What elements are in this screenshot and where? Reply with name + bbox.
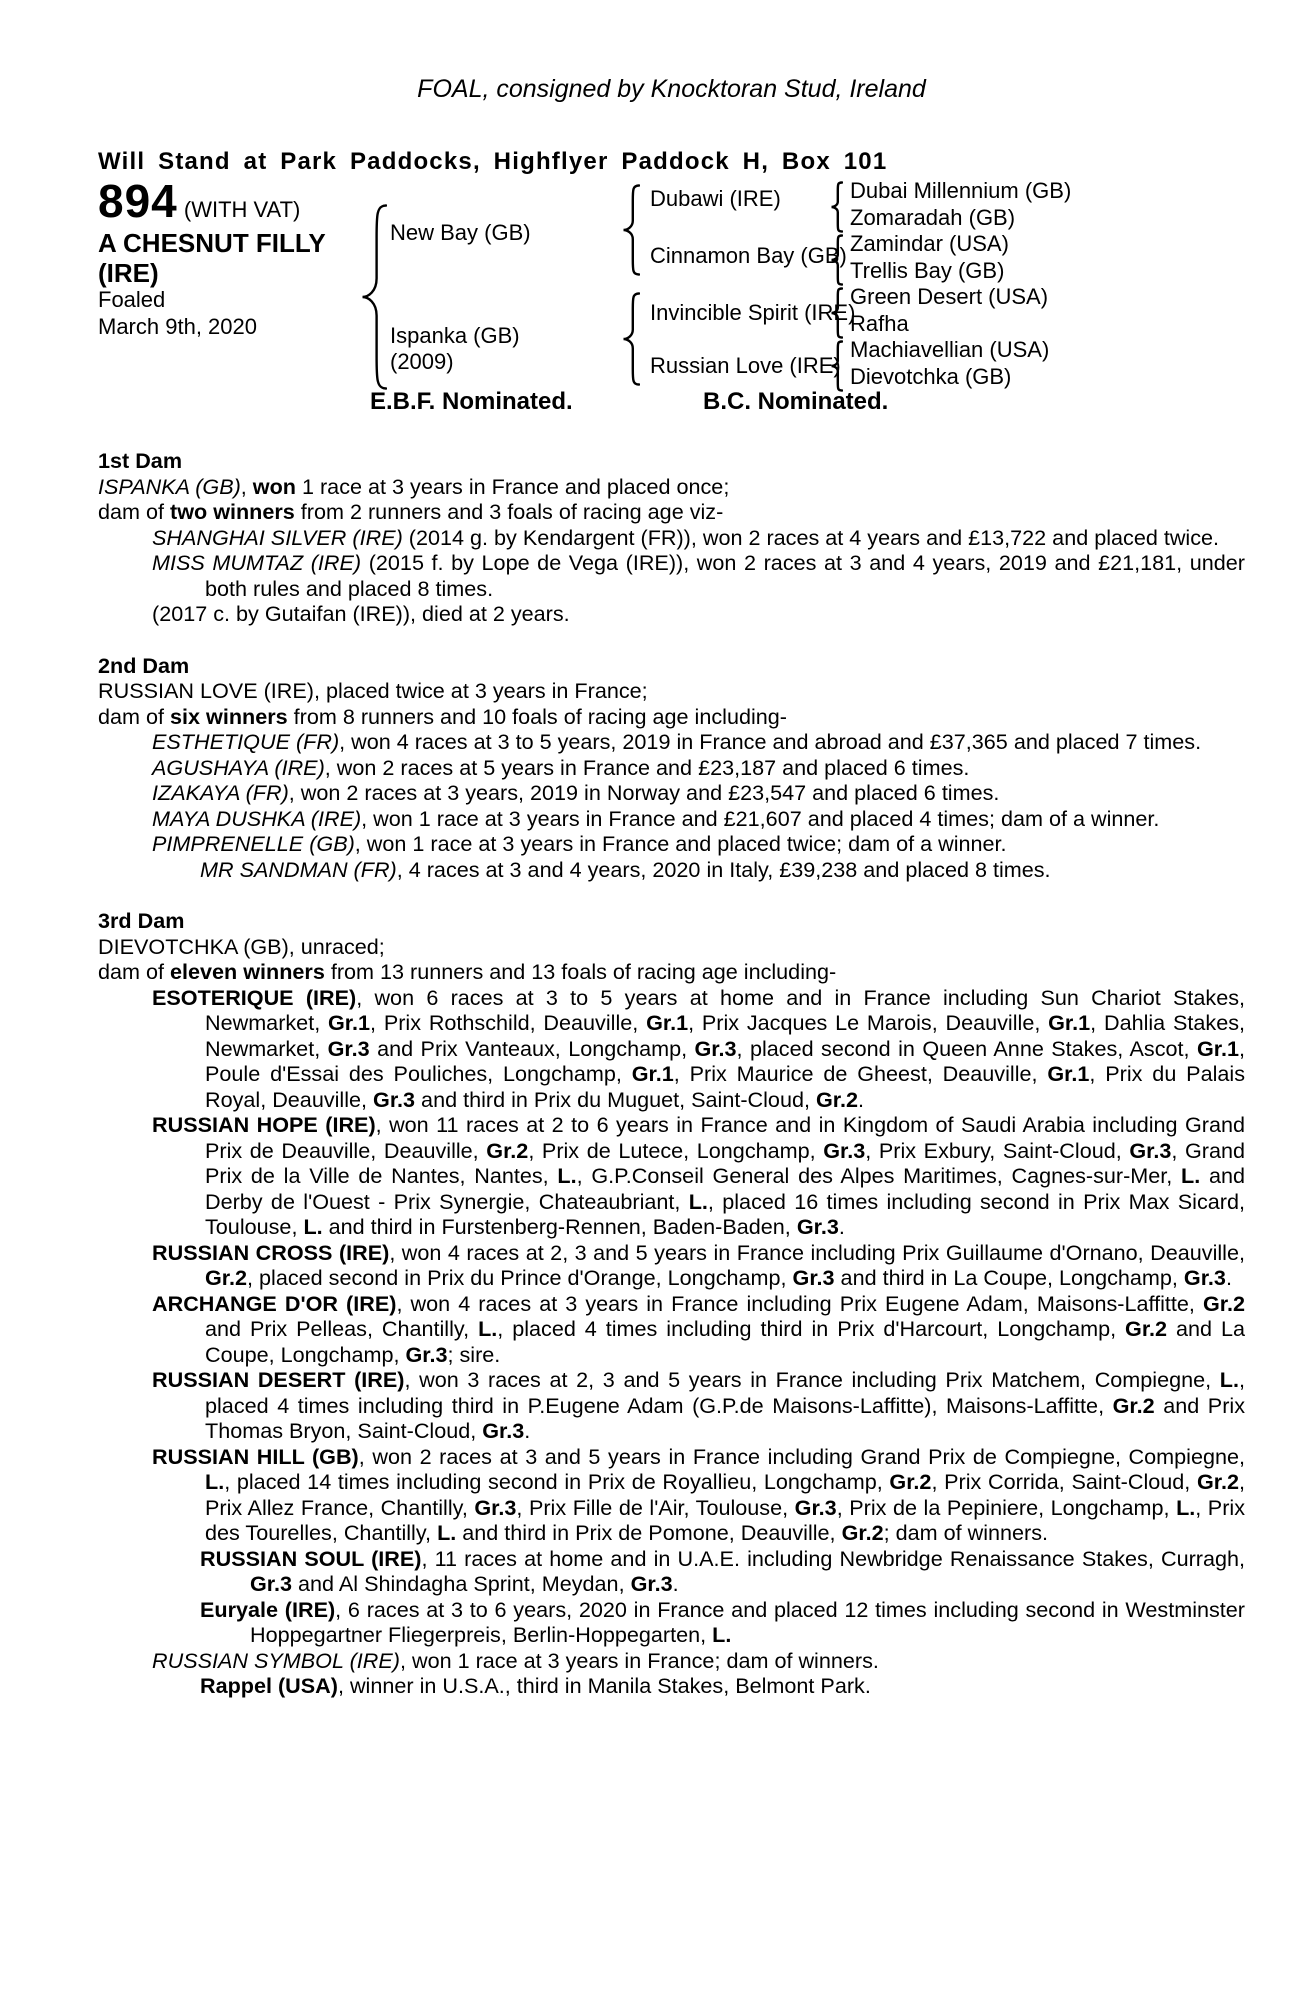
- text-run: , Prix de la Pepiniere, Longchamp,: [836, 1494, 1177, 1520]
- text-run: MR SANDMAN (FR): [200, 856, 397, 882]
- text-run: , Grand Prix de la Ville de Nantes, Nantes,: [205, 1137, 1245, 1188]
- text-run: L.: [557, 1163, 577, 1188]
- text-run: (2015 f. by Lope de Vega (IRE)), won 2 races at 3 and 4 years, 2019 and £21,181, under both rules and placed 8 times.: [205, 550, 1245, 601]
- pedigree-sire-dam-dam: Trellis Bay (GB): [850, 257, 1005, 283]
- catalogue-paragraph: [98, 959, 1245, 985]
- pedigree-dam-year: (2009): [390, 349, 454, 374]
- text-run: .: [858, 1086, 864, 1112]
- brace-icon: [622, 292, 640, 386]
- brace-icon: [361, 204, 387, 390]
- pedigree-sire: New Bay (GB): [390, 220, 531, 245]
- text-run: dam of: [98, 703, 171, 729]
- text-run: and third in Prix du Muguet, Saint-Cloud,: [415, 1086, 816, 1112]
- lot-vat-note: (WITH VAT): [183, 197, 301, 222]
- text-run: Gr.1: [1196, 1035, 1239, 1061]
- text-run: and third in La Coupe, Longchamp,: [834, 1265, 1184, 1290]
- text-run: , won 4 races at 3 to 5 years, 2019 in France and abroad and £37,365 and placed 7 times.: [339, 729, 1202, 754]
- text-run: , won 1 race at 3 years in France and placed twice; dam of a winner.: [354, 831, 1007, 856]
- section-heading: 2nd Dam: [98, 652, 190, 678]
- catalogue-paragraph: [98, 1240, 1245, 1291]
- text-run: dam of: [98, 499, 171, 524]
- lot-number: 894: [98, 175, 178, 227]
- text-run: RUSSIAN LOVE (IRE), placed twice at 3 years in France;: [98, 678, 648, 703]
- pedigree-ggp-group-3: [850, 284, 1048, 337]
- foaled-date: March 9th, 2020: [98, 314, 257, 339]
- section-heading: 1st Dam: [98, 448, 183, 473]
- text-run: and third in Furstenberg-Rennen, Baden-Baden,: [322, 1214, 797, 1239]
- pedigree-dam-sire-sire: Green Desert (USA): [850, 284, 1049, 309]
- text-run: AGUSHAYA (IRE): [152, 754, 325, 780]
- lot-description-line1: A CHESNUT FILLY: [98, 228, 326, 258]
- catalogue-paragraph: [98, 499, 1245, 525]
- foaled-label: Foaled: [98, 287, 166, 312]
- text-run: Gr.3: [1183, 1265, 1226, 1290]
- brace-icon: [830, 287, 843, 339]
- text-run: RUSSIAN HILL (GB): [152, 1443, 359, 1469]
- text-run: and Prix Pelleas, Chantilly,: [205, 1316, 479, 1341]
- text-run: .: [524, 1418, 531, 1443]
- catalogue-page: [98, 0, 1245, 1699]
- text-run: , placed second in Queen Anne Stakes, Ascot,: [736, 1035, 1197, 1061]
- pedigree-dam-dam-dam: Dievotchka (GB): [850, 363, 1012, 389]
- text-run: , won 4 races at 3 years in France including Prix Eugene Adam, Maisons-Laffitte,: [396, 1290, 1203, 1316]
- lot-description-line2: (IRE): [98, 258, 159, 288]
- text-run: and Prix Thomas Bryon, Saint-Cloud,: [205, 1392, 1245, 1443]
- catalogue-paragraph: [98, 985, 1245, 1113]
- text-run: Gr.2: [1196, 1469, 1239, 1494]
- text-run: SHANGHAI SILVER (IRE): [152, 524, 403, 550]
- text-run: L.: [688, 1188, 708, 1214]
- dam-section: [98, 448, 1245, 627]
- text-run: , Prix du Palais Royal, Deauville,: [205, 1061, 1245, 1112]
- text-run: ,: [240, 473, 253, 499]
- text-run: won: [252, 473, 296, 499]
- text-run: Gr.2: [815, 1086, 858, 1112]
- catalogue-paragraph: [98, 729, 1245, 755]
- text-run: RUSSIAN DESERT (IRE): [152, 1367, 405, 1392]
- catalogue-paragraph: [98, 601, 1245, 627]
- text-run: Gr.1: [1047, 1061, 1090, 1086]
- text-run: , placed 4 times including third in P.Eugene Adam (G.P.de Maisons-Laffitte), Maisons-Laffitte,: [205, 1367, 1245, 1418]
- text-run: Gr.3: [792, 1265, 835, 1290]
- text-run: Gr.1: [1048, 1010, 1091, 1035]
- stand-location-line: Will Stand at Park Paddocks, Highflyer Paddock H, Box 101: [98, 148, 888, 175]
- brace-icon: [830, 181, 843, 233]
- text-run: , 4 races at 3 and 4 years, 2020 in Italy, £39,238 and placed 8 times.: [396, 856, 1051, 882]
- text-run: , won 3 races at 2, 3 and 5 years in France including Prix Matchem, Compiegne,: [404, 1367, 1220, 1392]
- pedigree-dam-sire-dam: Rafha: [850, 310, 909, 336]
- text-run: Gr.2: [1202, 1290, 1246, 1316]
- text-run: RUSSIAN CROSS (IRE): [152, 1239, 390, 1265]
- text-run: , Prix Rothschild, Deauville,: [370, 1010, 647, 1035]
- ebf-nominated-note: E.B.F. Nominated.: [370, 388, 573, 415]
- text-run: , Prix Fille de l'Air, Toulouse,: [516, 1494, 795, 1520]
- text-run: Gr.2: [205, 1265, 248, 1290]
- text-run: L.: [1176, 1494, 1196, 1520]
- text-run: Gr.2: [841, 1520, 884, 1545]
- text-run: , Prix Allez France, Chantilly,: [205, 1469, 1245, 1520]
- lot-number-line: [98, 174, 300, 228]
- text-run: and Derby de l'Ouest - Prix Synergie, Chateaubriant,: [205, 1163, 1245, 1214]
- text-run: Gr.3: [794, 1494, 837, 1520]
- text-run: , placed second in Prix du Prince d'Orange, Longchamp,: [247, 1265, 793, 1290]
- text-run: Gr.2: [1112, 1392, 1155, 1418]
- pedigree-ggp-group-1: [850, 178, 1071, 231]
- text-run: L.: [1181, 1163, 1201, 1188]
- text-run: 1 race at 3 years in France and placed once;: [295, 473, 730, 499]
- text-run: , Prix Exbury, Saint-Cloud,: [865, 1137, 1130, 1163]
- catalogue-paragraph: [98, 1648, 1245, 1674]
- text-run: DIEVOTCHKA (GB), unraced;: [98, 933, 385, 959]
- text-run: Gr.2: [1125, 1316, 1168, 1341]
- text-run: , won 1 race at 3 years in France and £21,607 and placed 4 times; dam of a winner.: [361, 805, 1160, 831]
- text-run: MAYA DUSHKA (IRE): [152, 805, 362, 831]
- text-run: , G.P.Conseil General des Alpes Maritimes, Cagnes-sur-Mer,: [576, 1163, 1182, 1188]
- catalogue-paragraph: [98, 1673, 1245, 1699]
- catalogue-paragraph: [98, 704, 1245, 730]
- text-run: .: [1225, 1265, 1232, 1290]
- text-run: Rappel (USA): [200, 1673, 338, 1698]
- text-run: , Dahlia Stakes, Newmarket,: [205, 1010, 1246, 1061]
- text-run: Gr.3: [373, 1086, 416, 1112]
- brace-icon: [830, 234, 843, 286]
- text-run: and Al Shindagha Sprint, Meydan,: [292, 1571, 631, 1596]
- text-run: Euryale (IRE): [200, 1596, 336, 1622]
- catalogue-paragraph: [98, 934, 1245, 960]
- text-run: RUSSIAN SOUL (IRE): [200, 1545, 422, 1571]
- text-run: , won 4 races at 2, 3 and 5 years in France including Prix Guillaume d'Ornano, Deauville,: [389, 1239, 1245, 1265]
- text-run: , placed 14 times including second in Prix de Royallieu, Longchamp,: [224, 1469, 890, 1494]
- catalogue-paragraph: [98, 678, 1245, 704]
- text-run: , 6 races at 3 to 6 years, 2020 in France and placed 12 times including second in Westminster Hoppegartner Fliegerpreis, Berlin-Hoppegarten,: [250, 1596, 1246, 1647]
- catalogue-paragraph: [98, 550, 1245, 601]
- text-run: , won 6 races at 3 to 5 years at home and in France including Sun Chariot Stakes, Newmarket,: [205, 984, 1245, 1035]
- catalogue-paragraph: [98, 780, 1245, 806]
- text-run: Gr.3: [474, 1494, 517, 1520]
- text-run: Gr.3: [250, 1571, 293, 1596]
- text-run: and third in Prix de Pomone, Deauville,: [456, 1520, 842, 1545]
- text-run: Gr.2: [486, 1137, 529, 1163]
- pedigree-dam-dam: Russian Love (IRE): [650, 353, 841, 378]
- text-run: L.: [205, 1469, 225, 1494]
- text-run: from 8 runners and 10 foals of racing age including-: [287, 703, 787, 729]
- text-run: RUSSIAN HOPE (IRE): [152, 1112, 376, 1137]
- text-run: , Prix Jacques Le Marois, Deauville,: [688, 1010, 1049, 1035]
- text-run: Gr.3: [694, 1035, 737, 1061]
- pedigree-dam-dam-sire: Machiavellian (USA): [850, 337, 1050, 362]
- text-run: ESTHETIQUE (FR): [152, 729, 340, 754]
- catalogue-paragraph: [98, 525, 1245, 551]
- text-run: Gr.3: [630, 1571, 673, 1596]
- text-run: Gr.2: [889, 1469, 932, 1494]
- text-run: L.: [303, 1214, 323, 1239]
- catalogue-paragraph: [98, 1546, 1245, 1597]
- catalogue-paragraph: [98, 1444, 1245, 1546]
- text-run: , Prix des Tourelles, Chantilly,: [205, 1494, 1245, 1545]
- pedigree-sire-sire-sire: Dubai Millennium (GB): [850, 178, 1072, 203]
- text-run: , won 2 races at 3 years, 2019 in Norway and £23,547 and placed 6 times.: [288, 780, 1000, 805]
- text-run: , placed 16 times including second in Prix Max Sicard, Toulouse,: [205, 1188, 1245, 1239]
- text-run: , won 11 races at 2 to 6 years in France and in Kingdom of Saudi Arabia including Grand Prix de Deauville, Deauville,: [205, 1112, 1245, 1163]
- dam-sections: [98, 448, 1245, 1699]
- text-run: two winners: [170, 499, 295, 524]
- pedigree-sire-dam: Cinnamon Bay (GB): [650, 243, 847, 268]
- text-run: , 11 races at home and in U.A.E. including Newbridge Renaissance Stakes, Curragh,: [421, 1545, 1246, 1571]
- brace-icon: [830, 340, 843, 392]
- text-run: , Prix Corrida, Saint-Cloud,: [931, 1469, 1197, 1494]
- text-run: IZAKAYA (FR): [152, 780, 289, 805]
- text-run: eleven winners: [170, 959, 325, 984]
- catalogue-paragraph: [98, 1367, 1245, 1444]
- text-run: L.: [1219, 1367, 1239, 1392]
- text-run: Gr.3: [823, 1137, 866, 1163]
- text-run: , won 2 races at 5 years in France and £23,187 and placed 6 times.: [324, 754, 970, 780]
- text-run: ISPANKA (GB): [98, 473, 241, 499]
- text-run: , Prix de Lutece, Longchamp,: [528, 1137, 824, 1163]
- text-run: and La Coupe, Longchamp,: [205, 1316, 1246, 1367]
- catalogue-paragraph: [98, 806, 1245, 832]
- section-heading: 3rd Dam: [98, 908, 185, 933]
- text-run: , won 2 races at 3 and 5 years in France including Grand Prix de Compiegne, Compiegne,: [358, 1443, 1245, 1469]
- dam-section: [98, 908, 1245, 1699]
- lot-description: [98, 228, 326, 288]
- pedigree-ggp-group-2: [850, 231, 1009, 284]
- text-run: ; sire.: [447, 1341, 501, 1367]
- page-title: FOAL, consigned by Knocktoran Stud, Ireland: [417, 75, 926, 103]
- catalogue-paragraph: [98, 1597, 1245, 1648]
- text-run: , winner in U.S.A., third in Manila Stakes, Belmont Park.: [337, 1673, 871, 1698]
- text-run: L.: [478, 1316, 498, 1341]
- pedigree-dam-name: Ispanka (GB): [390, 323, 520, 348]
- catalogue-paragraph: [98, 831, 1245, 857]
- pedigree-sire-sire: Dubawi (IRE): [650, 186, 781, 211]
- bc-nominated-note: B.C. Nominated.: [703, 388, 889, 415]
- catalogue-paragraph: [98, 755, 1245, 781]
- catalogue-paragraph: [98, 474, 1245, 500]
- text-run: .: [672, 1571, 679, 1596]
- text-run: ARCHANGE D'OR (IRE): [152, 1290, 397, 1316]
- text-run: PIMPRENELLE (GB): [152, 831, 355, 856]
- brace-icon: [622, 184, 640, 276]
- text-run: Gr.1: [631, 1061, 674, 1086]
- text-run: .: [838, 1214, 845, 1239]
- text-run: and Prix Vanteaux, Longchamp,: [369, 1035, 695, 1061]
- text-run: , Poule d'Essai des Pouliches, Longchamp,: [205, 1035, 1245, 1086]
- text-run: (2017 c. by Gutaifan (IRE)), died at 2 years.: [152, 601, 570, 626]
- catalogue-paragraph: [98, 1112, 1245, 1240]
- text-run: ESOTERIQUE (IRE): [152, 984, 357, 1010]
- text-run: Gr.1: [646, 1010, 689, 1035]
- text-run: dam of: [98, 959, 171, 984]
- text-run: , placed 4 times including third in Prix d'Harcourt, Longchamp,: [497, 1316, 1126, 1341]
- pedigree-dam-sire: Invincible Spirit (IRE): [650, 300, 856, 325]
- dam-section: [98, 653, 1245, 883]
- pedigree-sire-dam-sire: Zamindar (USA): [850, 231, 1009, 256]
- pedigree-sire-sire-dam: Zomaradah (GB): [850, 204, 1016, 230]
- lot-foaled: [98, 286, 257, 340]
- text-run: RUSSIAN SYMBOL (IRE): [152, 1647, 400, 1673]
- text-run: L.: [712, 1622, 732, 1647]
- text-run: (2014 g. by Kendargent (FR)), won 2 races at 4 years and £13,722 and placed twice.: [402, 524, 1220, 550]
- catalogue-paragraph: [98, 857, 1245, 883]
- text-run: from 2 runners and 3 foals of racing age viz-: [294, 499, 724, 524]
- text-run: Gr.3: [796, 1214, 839, 1239]
- text-run: , Prix Maurice de Gheest, Deauville,: [673, 1061, 1048, 1086]
- text-run: Gr.3: [405, 1341, 448, 1367]
- text-run: , won 1 race at 3 years in France; dam of winners.: [399, 1647, 879, 1673]
- text-run: L.: [437, 1520, 457, 1545]
- text-run: MISS MUMTAZ (IRE): [152, 550, 362, 575]
- text-run: Gr.3: [1129, 1137, 1172, 1163]
- text-run: six winners: [170, 703, 288, 729]
- catalogue-paragraph: [98, 1291, 1245, 1368]
- text-run: Gr.1: [328, 1010, 371, 1035]
- text-run: Gr.3: [327, 1035, 370, 1061]
- text-run: from 13 runners and 13 foals of racing age including-: [324, 959, 837, 984]
- pedigree-table: [98, 175, 1245, 418]
- pedigree-dam: [390, 323, 520, 375]
- text-run: ; dam of winners.: [883, 1520, 1049, 1545]
- pedigree-ggp-group-4: [850, 337, 1049, 390]
- text-run: Gr.3: [482, 1418, 525, 1443]
